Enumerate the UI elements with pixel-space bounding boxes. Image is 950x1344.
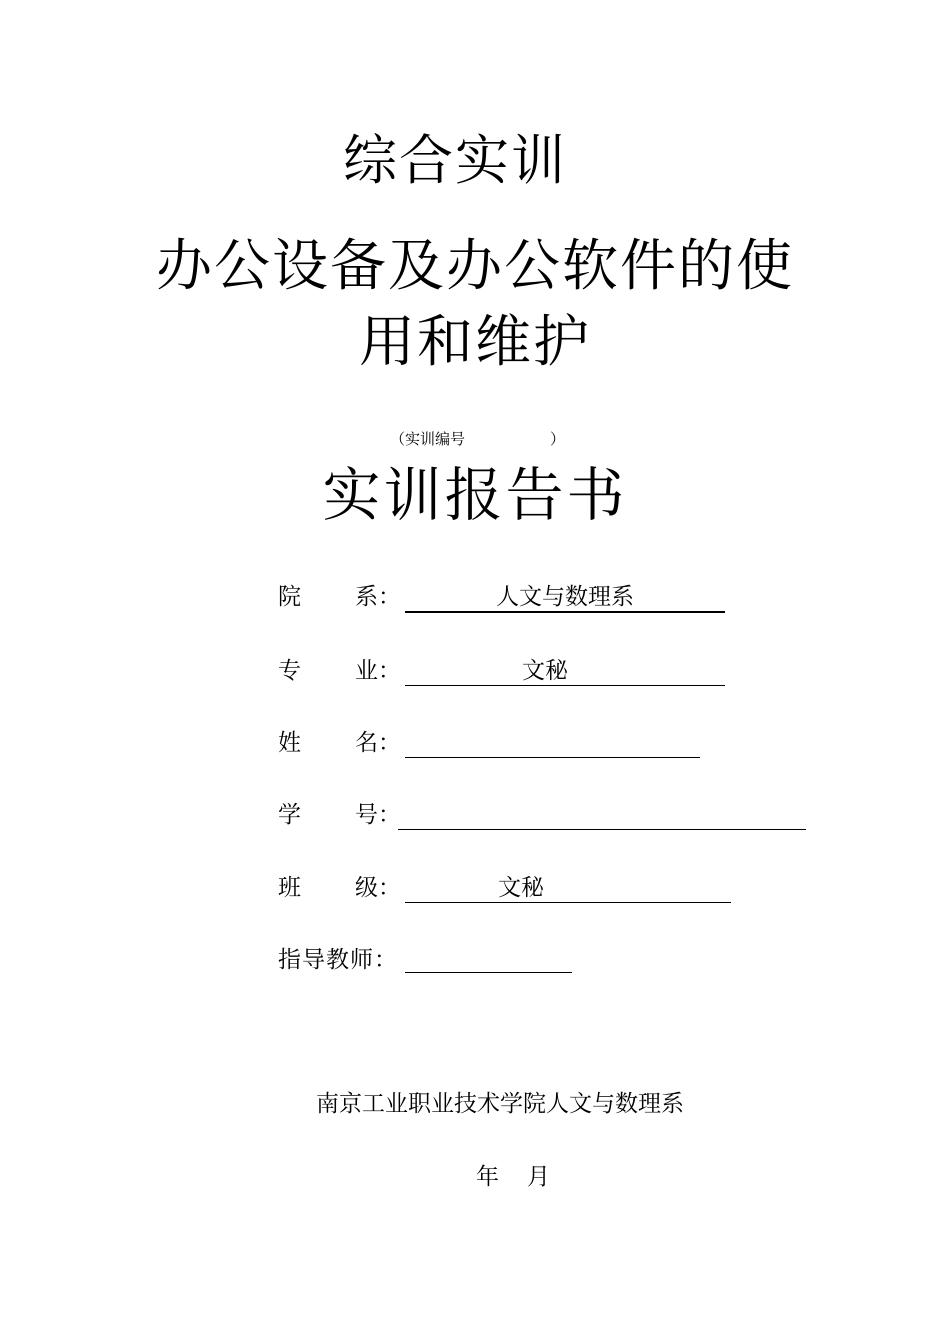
class-label-char-1: 班 <box>278 875 301 901</box>
report-title: 实训报告书 <box>322 461 628 529</box>
instructor-label: 指导教师： <box>278 947 398 973</box>
name-label-char-2: 名： <box>355 730 401 756</box>
footer-year: 年 <box>476 1164 499 1190</box>
class-value: 文秘 <box>498 875 544 901</box>
student-id-label-char-1: 学 <box>278 802 301 828</box>
footer-month: 月 <box>527 1164 550 1190</box>
department-underline <box>405 611 725 613</box>
title-line-1: 综合实训 <box>343 129 567 192</box>
name-underline <box>405 757 700 758</box>
training-number-close: ） <box>550 430 566 448</box>
training-number-open: （实训编号 <box>390 430 466 448</box>
title-line-3: 用和维护 <box>359 310 591 375</box>
department-label-char-1: 院 <box>278 584 301 610</box>
department-value: 人文与数理系 <box>496 584 634 610</box>
student-id-label-char-2: 号： <box>355 802 401 828</box>
class-label-char-2: 级： <box>355 875 401 901</box>
class-underline <box>405 902 731 903</box>
major-label-char-2: 业： <box>355 658 401 684</box>
major-value: 文秘 <box>522 658 568 684</box>
department-label-char-2: 系： <box>355 584 401 610</box>
major-label-char-1: 专 <box>278 658 301 684</box>
instructor-underline <box>405 972 572 973</box>
title-line-2: 办公设备及办公软件的使 <box>156 234 794 299</box>
name-label-char-1: 姓 <box>278 730 301 756</box>
student-id-underline <box>398 829 806 830</box>
major-underline <box>405 685 725 686</box>
footer-school: 南京工业职业技术学院人文与数理系 <box>316 1091 684 1117</box>
